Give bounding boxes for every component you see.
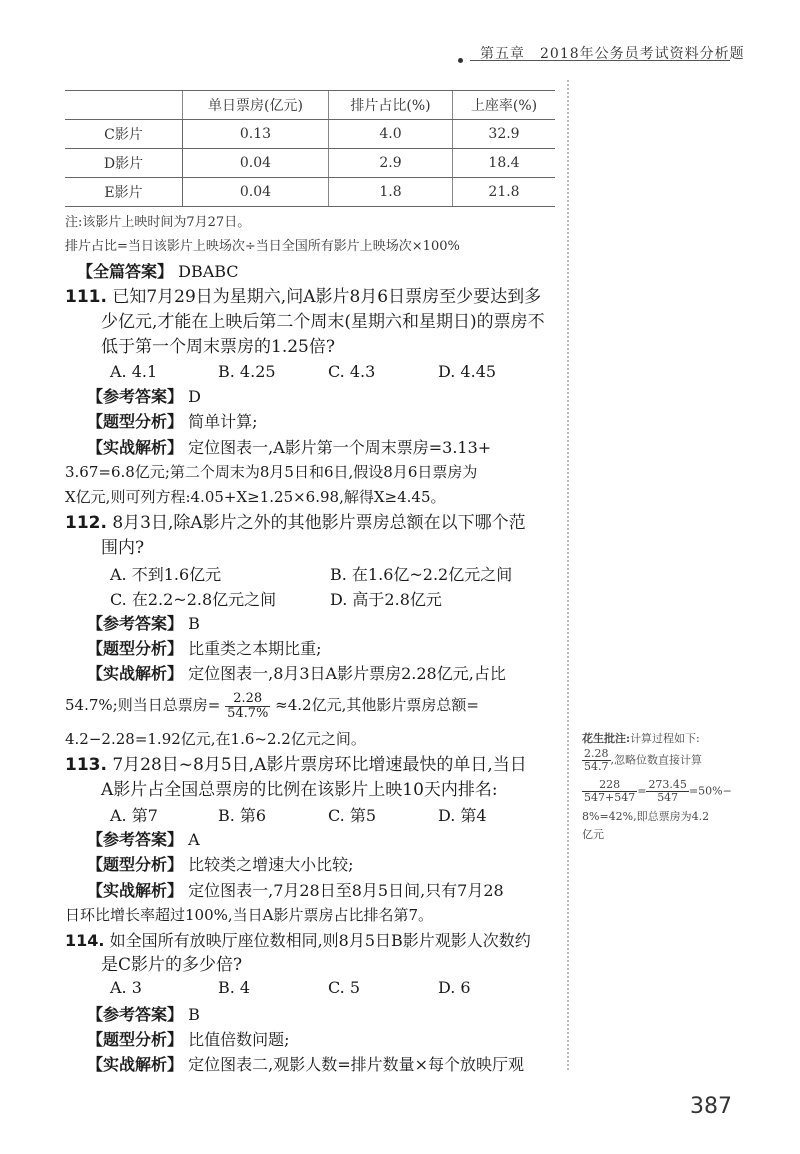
- question-stem-line: A影片占全国总票房的比例在该影片上映10天内排名:: [101, 780, 498, 800]
- table-header-cell: [65, 91, 183, 120]
- table-cell-name: E影片: [65, 178, 183, 207]
- solution-line: 4.2−2.28=1.92亿元,在1.6~2.2亿元之间。: [65, 730, 366, 748]
- answer-113: [87, 828, 200, 852]
- answer-label: 【参考答案】: [87, 1005, 184, 1024]
- option-a[interactable]: A. 第7: [110, 806, 158, 825]
- answer-value: A: [188, 830, 200, 849]
- type-label: 【题型分析】: [87, 639, 184, 658]
- option-b[interactable]: B. 在1.6亿~2.2亿元之间: [330, 565, 513, 584]
- all-answers-label: 【全篇答案】: [77, 262, 174, 281]
- type-113: [87, 853, 354, 877]
- side-fraction: [646, 779, 689, 804]
- option-a[interactable]: A. 4.1: [110, 362, 158, 381]
- side-note-line-1: [582, 730, 782, 748]
- chapter-title: 第五章 2018年公务员考试资料分析题: [480, 46, 745, 62]
- table-cell: 21.8: [453, 178, 555, 207]
- table-cell-name: D影片: [65, 149, 183, 178]
- type-value: 比重类之本期比重;: [188, 639, 322, 658]
- solution-text: 54.7%;则当日总票房=: [65, 696, 221, 714]
- all-answers: [77, 260, 239, 284]
- option-d[interactable]: D. 第4: [438, 806, 487, 825]
- question-number: 112.: [65, 513, 107, 533]
- solution-label: 【实战解析】: [87, 438, 184, 457]
- answer-value: D: [188, 387, 201, 406]
- answer-111: [87, 385, 201, 409]
- data-table: [65, 90, 555, 207]
- bullet-dot-icon: [458, 58, 463, 63]
- option-a[interactable]: A. 3: [110, 978, 142, 997]
- solution-text: 定位图表二,观影人数=排片数量×每个放映厅观: [188, 1055, 525, 1074]
- fraction-numerator: 2.28: [584, 747, 609, 760]
- question-111: [65, 285, 541, 310]
- question-number: 114.: [65, 931, 105, 950]
- question-stem-line: 低于第一个周末票房的1.25倍?: [101, 337, 335, 357]
- option-b[interactable]: B. 4: [218, 978, 251, 997]
- type-111: [87, 410, 258, 434]
- side-note-text: =50%−: [688, 784, 732, 798]
- fraction-denominator: 547+547: [584, 791, 636, 804]
- page-number: 387: [690, 1094, 732, 1119]
- answer-value: B: [188, 1005, 200, 1024]
- fraction-numerator: 273.45: [648, 778, 687, 791]
- answer-114: [87, 1003, 200, 1027]
- option-c[interactable]: C. 4.3: [328, 362, 376, 381]
- side-note-title: 花生批注:: [582, 732, 631, 745]
- option-c[interactable]: C. 第5: [328, 806, 377, 825]
- solution-line-fraction: [65, 690, 479, 721]
- options-112-row1: [0, 562, 560, 586]
- solution-111: [87, 436, 491, 460]
- table-note-2: 排片占比=当日该影片上映场次÷当日全国所有影片上映场次×100%: [65, 239, 460, 254]
- table-cell: 18.4: [453, 149, 555, 178]
- options-114: [0, 978, 560, 1002]
- table-cell: 2.9: [328, 149, 452, 178]
- table-cell: 32.9: [453, 120, 555, 149]
- option-d[interactable]: D. 高于2.8亿元: [330, 590, 442, 609]
- side-note-line-5: 亿元: [582, 828, 604, 841]
- option-c[interactable]: C. 5: [328, 978, 361, 997]
- table-cell: 0.13: [183, 120, 329, 149]
- fraction-numerator: 2.28: [225, 692, 270, 707]
- side-note-text: =: [637, 784, 647, 798]
- all-answers-value: DBABC: [178, 262, 239, 281]
- question-stem: 已知7月29日为星期六,问A影片8月6日票房至少要达到多: [112, 287, 542, 307]
- question-stem-line: 是C影片的多少倍?: [101, 955, 243, 975]
- solution-114: [87, 1053, 524, 1077]
- table-row: [65, 178, 555, 207]
- answer-label: 【参考答案】: [87, 387, 184, 406]
- table-row: [65, 149, 555, 178]
- options-112-row2: [0, 587, 560, 611]
- solution-label: 【实战解析】: [87, 1055, 184, 1074]
- side-note-text: ,忽略位数直接计算: [610, 753, 702, 767]
- option-b[interactable]: B. 第6: [218, 806, 267, 825]
- header-rule: [470, 60, 730, 61]
- option-c[interactable]: C. 在2.2~2.8亿元之间: [110, 590, 277, 609]
- question-stem-line: 围内?: [101, 538, 145, 558]
- solution-112: [87, 662, 506, 686]
- question-stem: 7月28日~8月5日,A影片票房环比增速最快的单日,当日: [112, 755, 527, 775]
- table-header-cell: 排片占比(%): [328, 91, 452, 120]
- fraction-denominator: 54.7%: [227, 705, 269, 721]
- question-113: [65, 753, 527, 778]
- answer-label: 【参考答案】: [87, 614, 184, 633]
- table-row: [65, 120, 555, 149]
- table-note-1: 注:该影片上映时间为7月27日。: [65, 215, 251, 230]
- table-header-cell: 单日票房(亿元): [183, 91, 329, 120]
- table-header-row: [65, 91, 555, 120]
- table-cell: 0.04: [183, 149, 329, 178]
- question-number: 111.: [65, 287, 107, 307]
- question-number: 113.: [65, 755, 107, 775]
- page-header: [0, 0, 800, 80]
- solution-113: [87, 879, 504, 903]
- option-b[interactable]: B. 4.25: [218, 362, 276, 381]
- question-stem: 8月3日,除A影片之外的其他影片票房总额在以下哪个范: [112, 513, 526, 533]
- option-d[interactable]: D. 4.45: [438, 362, 497, 381]
- type-value: 比值倍数问题;: [188, 1030, 290, 1049]
- side-note-text: 计算过程如下:: [630, 732, 700, 745]
- type-label: 【题型分析】: [87, 412, 184, 431]
- side-fraction: [582, 779, 637, 804]
- side-note-line-4: 8%=42%,即总票房为4.2: [582, 810, 710, 823]
- fraction-denominator: 54.7: [584, 760, 609, 773]
- fraction-denominator: 547: [657, 791, 679, 804]
- side-fraction: [582, 748, 611, 773]
- solution-line: 3.67=6.8亿元;第二个周末为8月5日和6日,假设8月6日票房为: [65, 463, 478, 481]
- table-cell: 4.0: [328, 120, 452, 149]
- solution-label: 【实战解析】: [87, 881, 184, 900]
- solution-text: 定位图表一,8月3日A影片票房2.28亿元,占比: [188, 664, 506, 683]
- option-d[interactable]: D. 6: [438, 978, 471, 997]
- question-114: [65, 928, 531, 953]
- solution-text: 定位图表一,7月28日至8月5日间,只有7月28: [188, 881, 504, 900]
- type-label: 【题型分析】: [87, 1030, 184, 1049]
- answer-value: B: [188, 614, 200, 633]
- table-cell-name: C影片: [65, 120, 183, 149]
- type-value: 简单计算;: [188, 412, 258, 431]
- side-annotation: [582, 730, 782, 844]
- table-cell: 1.8: [328, 178, 452, 207]
- table-header-cell: 上座率(%): [453, 91, 555, 120]
- question-stem: 如全国所有放映厅座位数相同,则8月5日B影片观影人次数约: [109, 931, 531, 950]
- options-111: [0, 362, 560, 386]
- solution-text: 定位图表一,A影片第一个周末票房=3.13+: [188, 438, 492, 457]
- solution-text: ≈4.2亿元,其他影片票房总额=: [275, 696, 479, 714]
- margin-divider: [567, 80, 569, 1070]
- option-a[interactable]: A. 不到1.6亿元: [110, 565, 222, 584]
- table-cell: 0.04: [183, 178, 329, 207]
- fraction: [225, 692, 270, 721]
- side-note-line-2: [582, 748, 782, 773]
- type-label: 【题型分析】: [87, 855, 184, 874]
- type-114: [87, 1028, 290, 1052]
- solution-line: X亿元,则可列方程:4.05+X≥1.25×6.98,解得X≥4.45。: [65, 488, 446, 506]
- options-113: [0, 803, 560, 827]
- solution-line: 日环比增长率超过100%,当日A影片票房占比排名第7。: [65, 906, 434, 924]
- answer-label: 【参考答案】: [87, 830, 184, 849]
- type-112: [87, 637, 322, 661]
- fraction-numerator: 228: [582, 779, 637, 792]
- answer-112: [87, 612, 200, 636]
- side-note-line-3: [582, 779, 782, 804]
- question-stem-line: 少亿元,才能在上映后第二个周末(星期六和星期日)的票房不: [101, 312, 545, 332]
- solution-label: 【实战解析】: [87, 664, 184, 683]
- type-value: 比较类之增速大小比较;: [188, 855, 354, 874]
- question-112: [65, 511, 526, 536]
